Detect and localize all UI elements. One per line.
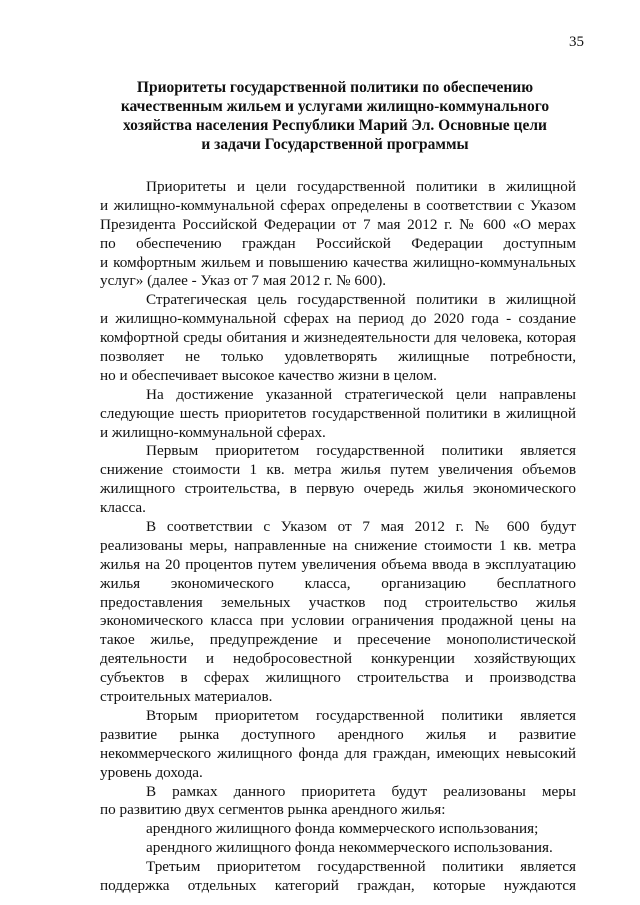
paragraph-line: позволяет не только удовлетворять жилищные потребности,: [100, 348, 576, 366]
paragraph: [100, 518, 576, 707]
title-line: хозяйства населения Республики Марий Эл. Основные цели: [122, 117, 547, 134]
paragraph-line: В соответствии с Указом от 7 мая 2012 г. № 600 будут: [146, 518, 576, 536]
title-line: и задачи Государственной программы: [201, 136, 469, 153]
paragraph: [100, 291, 576, 385]
paragraph-line: предоставления земельных участков под строительство жилья: [100, 593, 576, 611]
paragraph-line: и жилищно-коммунальной сферах определены в соответствии с Указом: [100, 196, 576, 214]
paragraph-line: и жилищно-коммунальной сферах на период до 2020 года - создание: [100, 310, 576, 328]
paragraph: [100, 442, 576, 518]
paragraph-line: субъектов в сферах жилищного строительства и производства: [100, 669, 576, 687]
paragraph-line: снижение стоимости 1 кв. метра жилья путем увеличения объемов: [100, 461, 576, 479]
paragraph-line: Стратегическая цель государственной политики в жилищной: [146, 291, 576, 309]
paragraph-line: жилья на 20 процентов путем увеличения объема ввода в эксплуатацию: [100, 555, 576, 573]
page-number: 35: [569, 34, 584, 50]
paragraph-line: Первым приоритетом государственной политики является: [146, 442, 576, 460]
paragraph-line: по развитию двух сегментов рынка арендного жилья:: [100, 801, 446, 819]
document-body: [100, 178, 576, 896]
paragraph-line: некоммерческого жилищного фонда для граждан, имеющих невысокий: [100, 744, 576, 762]
paragraph-line: арендного жилищного фонда некоммерческого использования.: [146, 839, 553, 857]
paragraph-line: жилищного строительства, в первую очередь жилья экономического: [100, 480, 576, 498]
paragraph: [100, 783, 576, 821]
paragraph-line: Вторым приоритетом государственной политики является: [146, 706, 576, 724]
paragraph-line: Третьим приоритетом государственной политики является: [146, 858, 576, 876]
paragraph-line: На достижение указанной стратегической цели направлены: [146, 385, 576, 403]
paragraph-line: уровень дохода.: [100, 763, 203, 781]
paragraph-line: следующие шесть приоритетов государственной политики в жилищной: [100, 404, 576, 422]
paragraph-line: и жилищно-коммунальной сферах.: [100, 423, 326, 441]
paragraph-line: класса.: [100, 499, 146, 517]
paragraph-line: но и обеспечивает высокое качество жизни в целом.: [100, 366, 437, 384]
paragraph-line: такое жилье, предупреждение и пресечение монополистической: [100, 631, 576, 649]
paragraph-line: развитие рынка доступного арендного жилья и развитие: [100, 725, 576, 743]
paragraph: [100, 820, 576, 839]
paragraph-line: и комфортным жильем и повышению качества жилищно-коммунальных: [100, 253, 576, 271]
title-line: Приоритеты государственной политики по обеспечению: [136, 79, 534, 96]
paragraph: [100, 178, 576, 291]
paragraph: [100, 386, 576, 443]
paragraph-line: услуг» (далее - Указ от 7 мая 2012 г. № 600).: [100, 272, 387, 290]
paragraph-line: арендного жилищного фонда коммерческого использования;: [146, 820, 539, 838]
paragraph-line: реализованы меры, направленные на снижение стоимости 1 кв. метра: [100, 536, 576, 554]
paragraph-line: экономического класса при условии ограничения продажной цены на: [100, 612, 576, 630]
paragraph-line: жилья экономического класса, организацию бесплатного: [100, 574, 576, 592]
paragraph-line: по обеспечению граждан Российской Федерации доступным: [100, 234, 576, 252]
paragraph-line: В рамках данного приоритета будут реализованы меры: [146, 782, 576, 800]
paragraph-line: строительных материалов.: [100, 688, 273, 706]
title-line: качественным жильем и услугами жилищно-коммунального: [120, 98, 550, 115]
paragraph: [100, 707, 576, 783]
paragraph: [100, 839, 576, 858]
paragraph-line: поддержка отдельных категорий граждан, которые нуждаются: [100, 876, 576, 894]
paragraph-line: деятельности и недобросовестной конкуренции хозяйствующих: [100, 650, 576, 668]
paragraph-line: комфортной среды обитания и жизнедеятельности для человека, которая: [100, 329, 576, 347]
paragraph: [100, 858, 576, 896]
paragraph-line: Приоритеты и цели государственной политики в жилищной: [146, 178, 576, 195]
section-title: [100, 78, 570, 154]
paragraph-line: Президента Российской Федерации от 7 мая 2012 г. № 600 «О мерах: [100, 215, 576, 233]
